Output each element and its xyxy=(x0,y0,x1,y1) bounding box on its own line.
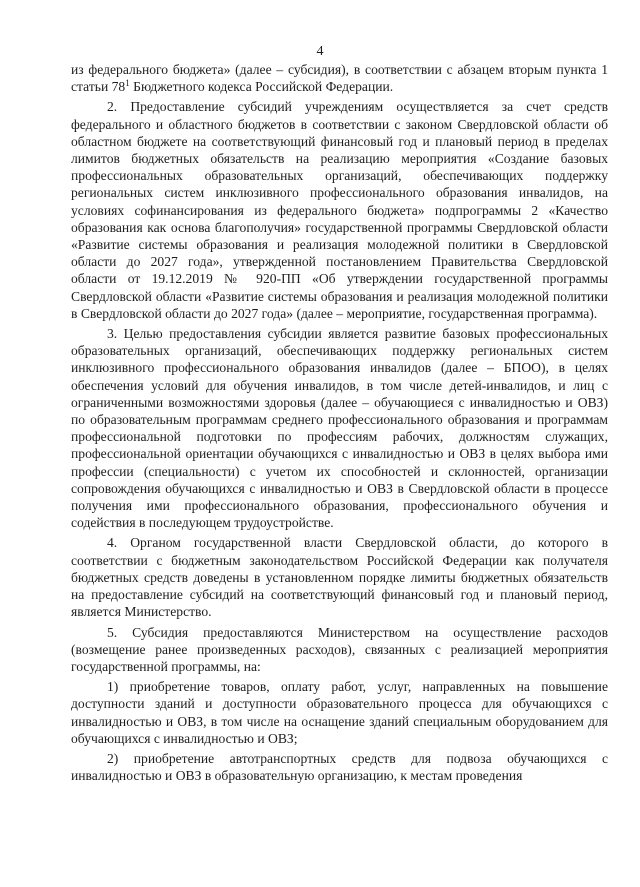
list-item-2: 2) приобретение автотранспортных средств для подвоза обучающихся с инвалидностью и ОВЗ в образовательную организацию, к местам проведения xyxy=(71,750,608,784)
paragraph-text: Бюджетного кодекса Российской Федерации. xyxy=(129,79,394,95)
paragraph-continuation xyxy=(71,61,608,95)
paragraph-5-expense-types: 5. Субсидия предоставляются Министерством на осуществление расходов (возмещение ранее произведенных расходов), связанных с реализацией мероприятия государственной программы, на: xyxy=(71,624,608,674)
list-item-1: 1) приобретение товаров, оплату работ, услуг, направленных на повышение доступности зданий и доступности образовательного процесса для обучающихся с инвалидностью и ОВЗ, в том числе на оснащение зданий специальным оборудованием для обучающихся с инвалидностью и ОВЗ; xyxy=(71,679,608,746)
paragraph-2-funding-sources: 2. Предоставление субсидий учреждениям осуществляется за счет средств федерального и областного бюджетов в соответствии с законом Свердловской области об областном бюджете на соответствующий финансовый год и плановый период в пределах лимитов бюджетных обязательств на реализацию мероприятия «Создание базовых профессиональных образовательных организаций, обеспечивающих поддержку региональных систем инклюзивного профессионального образования инвалидов, на условиях софинансирования из федерального бюджета» подпрограммы 2 «Качество образования как основа благополучия» государственной программы Свердловской области «Развитие системы образования и реализация молодежной политики в Свердловской области до 2027 года», утвержденной постановлением Правительства Свердловской области от 19.12.2019 № 920-ПП «Об утверждении государственной программы Свердловской области «Развитие системы образования и реализация молодежной политики в Свердловской области до 2027 года» (далее – мероприятие, государственная программа). xyxy=(71,99,608,321)
paragraph-3-subsidy-purpose: 3. Целью предоставления субсидии является развитие базовых профессиональных образовательных организаций, обеспечивающих поддержку региональных систем инклюзивного профессионального образования инвалидов (далее – БПОО), в целях обеспечения условий для обучения инвалидов, в том числе детей-инвалидов, и лиц с ограниченными возможностями здоровья (далее – обучающиеся с инвалидностью и ОВЗ) по образовательным программам среднего профессионального образования и программам профессиональной подготовки по профессиям рабочих, должностям служащих, профессиональной ориентации обучающихся с инвалидностью и ОВЗ в целях выбора ими профессии (специальности) с учетом их способностей и склонностей, организации сопровождения обучающихся с инвалидностью и ОВЗ в Свердловской области в процессе получения ими профессионального образования, профессионального обучения и содействия в последующем трудоустройстве. xyxy=(71,326,608,531)
superscript: 1 xyxy=(125,78,130,89)
document-body xyxy=(71,61,608,784)
paragraph-text: из федерального бюджета» (далее – субсидия), в соответствии с абзацем вторым пункта 1 статьи 78 xyxy=(71,62,608,95)
paragraph-4-ministry-authority: 4. Органом государственной власти Свердловской области, до которого в соответствии с бюджетным законодательством Российской Федерации как получателя бюджетных средств доведены в установленном порядке лимиты бюджетных обязательств на предоставление субсидий на соответствующий финансовый год и плановый период, является Министерство. xyxy=(71,535,608,620)
page-number: 4 xyxy=(316,44,324,59)
